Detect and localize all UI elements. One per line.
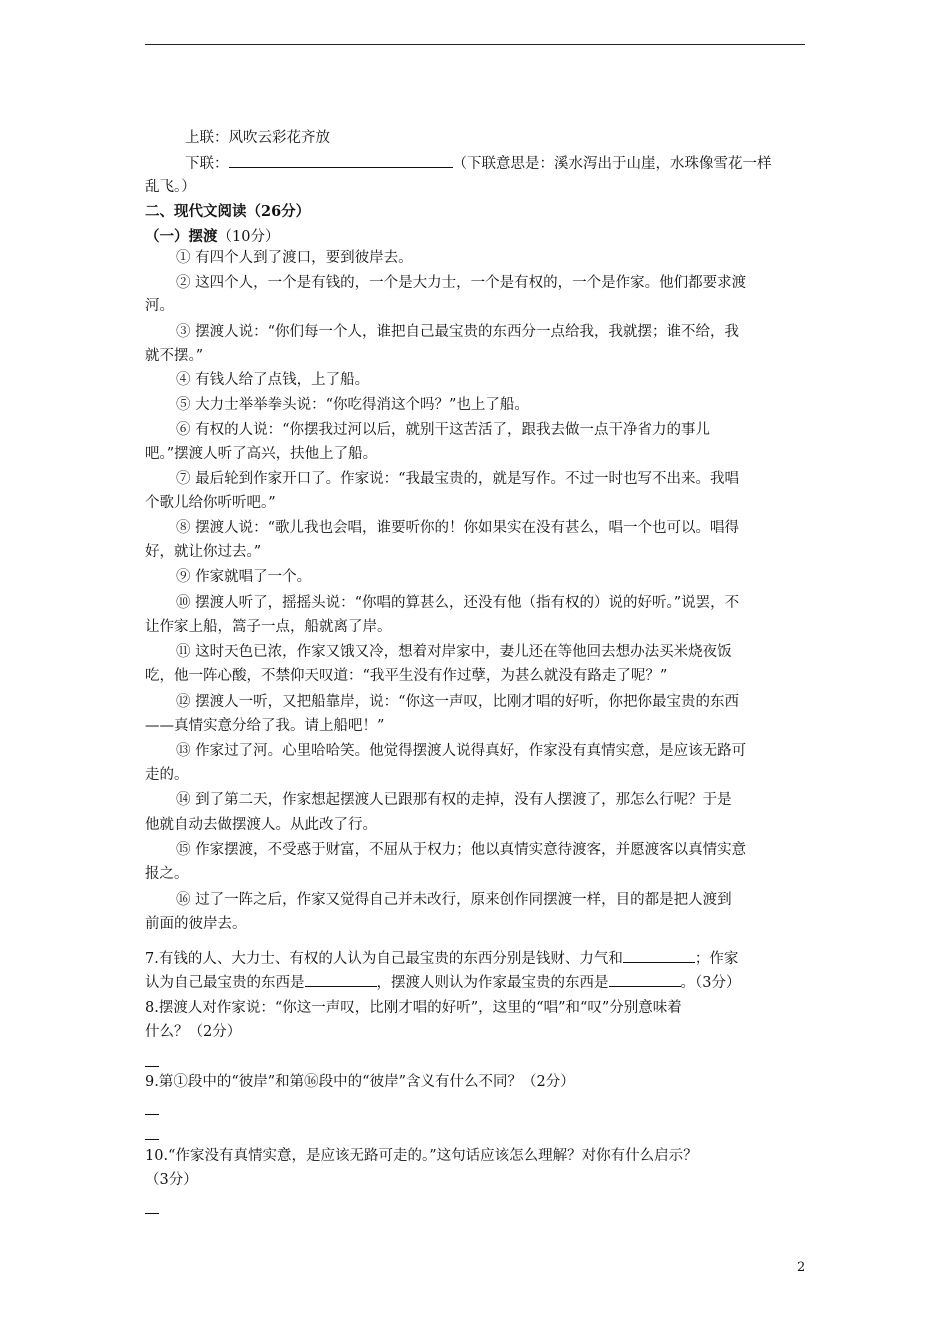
question-8: 8.摆渡人对作家说：“你这一声叹，比刚才唱的好听”，这里的“唱”和“叹”分别意味着	[145, 1000, 682, 1016]
paragraph-line: ⑫ 摆渡人一听，又把船靠岸，说：“你这一声叹，比刚才唱的好听，你把你最宝贵的东西	[176, 694, 740, 710]
question-10-cont: （3分）	[145, 1172, 198, 1188]
paragraph-line: ⑨ 作家就唱了一个。	[176, 569, 312, 585]
paragraph-line: ⑮ 作家摆渡，不受惑于财富，不屈从于权力；他以真情实意待渡客，并愿渡客以真情实意	[176, 842, 747, 858]
header-rule	[145, 44, 805, 45]
question-8-cont: 什么？（2分）	[145, 1024, 242, 1040]
q9-answer-line-1[interactable]	[145, 1114, 159, 1115]
passage-title	[145, 227, 279, 247]
page-number: 2	[797, 1260, 806, 1275]
paragraph-line: ⑭ 到了第二天，作家想起摆渡人已跟那有权的走掉，没有人摆渡了，那怎么行呢？于是	[176, 792, 732, 808]
paragraph-line-cont: 前面的彼岸去。	[145, 916, 247, 932]
question-10: 10.“作家没有真情实意，是应该无路可走的。”这句话应该怎么理解？对你有什么启示？	[145, 1148, 698, 1164]
passage-title-text: 摆渡	[188, 228, 218, 245]
paragraph-line: ⑥ 有权的人说：“你摆我过河以后，就别干这苦活了，跟我去做一点干净省力的事儿	[176, 422, 711, 438]
paragraph-line: ⑦ 最后轮到作家开口了。作家说：“我最宝贵的，就是写作。不过一时也写不出来。我唱	[176, 471, 740, 487]
q7-text-a: 7.有钱的人、大力士、有权的人认为自己最宝贵的东西分别是钱财、力气和	[145, 951, 623, 967]
q7-blank-2[interactable]	[305, 972, 377, 987]
paragraph-line-cont: 吃，他一阵心酸，不禁仰天叹道：“我平生没有作过孽，为甚么就没有路走了呢？”	[145, 668, 668, 684]
paragraph-line: ⑬ 作家过了河。心里哈哈笑。他觉得摆渡人说得真好，作家没有真情实意，是应该无路可	[176, 743, 747, 759]
paragraph-line-cont: 吧。”摆渡人听了高兴，扶他上了船。	[145, 446, 378, 462]
section-title: 二、现代文阅读（26分）	[145, 203, 311, 220]
couplet-answer-blank[interactable]	[229, 153, 453, 168]
paragraph-line: ⑧ 摆渡人说：“歌儿我也会唱，谁要听你的！你如果实在没有甚么，唱一个也可以。唱得	[176, 520, 740, 536]
question-9: 9.第①段中的“彼岸”和第⑯段中的“彼岸”含义有什么不同？（2分）	[145, 1074, 575, 1090]
paragraph-line-cont: 就不摆。”	[145, 348, 204, 364]
q9-answer-line-2[interactable]	[145, 1139, 159, 1140]
q10-answer-line[interactable]	[145, 1213, 159, 1214]
question-7	[145, 948, 738, 969]
paragraph-line-cont: 让作家上船，篙子一点，船就离了岸。	[145, 619, 392, 635]
q8-answer-line[interactable]	[145, 1066, 159, 1067]
paragraph-line-cont: 报之。	[145, 866, 189, 882]
paragraph-line-cont: 个歌儿给你听听吧。”	[145, 495, 276, 511]
passage-title-num: （一）	[145, 228, 189, 245]
couplet-lower-note: （下联意思是：溪水泻出于山崖，水珠像雪花一样	[452, 156, 772, 172]
paragraph-line: ⑯ 过了一阵之后，作家又觉得自己并未改行，原来创作同摆渡一样，目的都是把人渡到	[176, 892, 732, 908]
paragraph-line-cont: 他就自动去做摆渡人。从此改了行。	[145, 817, 377, 833]
paragraph-line-cont: 河。	[145, 298, 174, 314]
paragraph-line: ⑩ 摆渡人听了，摇摇头说：“你唱的算甚么，还没有他（指有权的）说的好听。”说罢，不	[176, 595, 740, 611]
paragraph-line: ③ 摆渡人说：“你们每一个人，谁把自己最宝贵的东西分一点给我，我就摆；谁不给，我	[176, 324, 740, 340]
couplet-lower	[185, 153, 772, 174]
paragraph-line-cont: ——真情实意分给了我。请上船吧！”	[145, 718, 385, 734]
q7-blank-1[interactable]	[623, 948, 695, 963]
q7-blank-3[interactable]	[609, 972, 681, 987]
couplet-upper: 上联：风吹云彩花齐放	[185, 130, 330, 146]
paragraph-line: ② 这四个人，一个是有钱的，一个是大力士，一个是有权的，一个是作家。他们都要求渡	[176, 275, 747, 291]
paragraph-line: ⑪ 这时天色已浓，作家又饿又冷，想着对岸家中，妻儿还在等他回去想办法买米烧夜饭	[176, 644, 732, 660]
couplet-lower-label: 下联：	[185, 156, 229, 172]
couplet-lower-note-cont: 乱飞。）	[145, 179, 196, 195]
q7-text-e: 。（3分）	[680, 975, 741, 991]
paragraph-line-cont: 好，就让你过去。”	[145, 544, 262, 560]
q7-text-b: ；作家	[694, 951, 739, 967]
paragraph-line: ① 有四个人到了渡口，要到彼岸去。	[176, 250, 413, 266]
paragraph-line: ⑤ 大力士举举拳头说：“你吃得消这个吗？”也上了船。	[176, 397, 529, 413]
paragraph-line-cont: 走的。	[145, 767, 189, 783]
q7-text-d: ，摆渡人则认为作家最宝贵的东西是	[376, 975, 609, 991]
paragraph-line: ④ 有钱人给了点钱，上了船。	[176, 372, 370, 388]
q7-text-c: 认为自己最宝贵的东西是	[145, 975, 305, 991]
passage-score: （10分）	[217, 229, 280, 245]
question-7-cont	[145, 972, 740, 993]
